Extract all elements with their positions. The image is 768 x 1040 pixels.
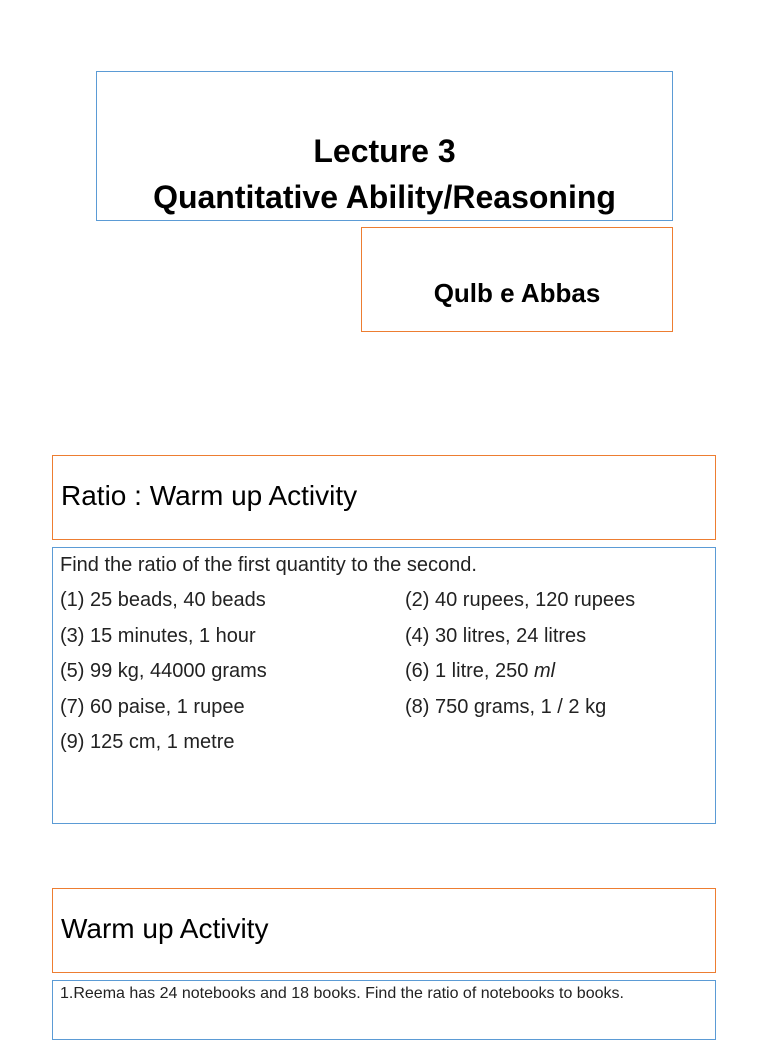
warmup-slide-title: Warm up Activity [61,913,269,944]
title-text [97,128,672,220]
author-name: Qulb e Abbas [433,278,601,308]
ratio-slide-body [52,547,716,824]
warmup-slide-body [52,980,716,1040]
ratio-item-5: (5) 99 kg, 44000 grams [60,660,267,682]
lecture-number: Lecture 3 [313,133,456,169]
ratio-item-4: (4) 30 litres, 24 litres [405,625,587,647]
ratio-item-3: (3) 15 minutes, 1 hour [60,625,256,647]
ratio-slide-title-box [52,455,716,540]
ratio-item-6 [405,658,555,684]
ratio-item-2: (2) 40 rupees, 120 rupees [405,589,636,611]
warmup-slide-title-box [52,888,716,973]
ratio-item-7: (7) 60 paise, 1 rupee [60,696,245,718]
ratio-item-1: (1) 25 beads, 40 beads [60,589,266,611]
author-box [361,227,673,332]
lecture-subject: Quantitative Ability/Reasoning [153,179,616,215]
warmup-question-1: 1.Reema has 24 notebooks and 18 books. Find the ratio of notebooks to books. [60,985,624,1002]
ratio-item-9: (9) 125 cm, 1 metre [60,731,235,753]
ratio-instruction: Find the ratio of the first quantity to the second. [60,554,477,576]
title-box [96,71,673,221]
ratio-slide-title: Ratio : Warm up Activity [61,480,358,511]
ratio-item-8: (8) 750 grams, 1 / 2 kg [405,696,607,718]
ratio-item-6-unit: ml [533,660,556,682]
ratio-item-6-text: (6) 1 litre, 250 [405,660,529,682]
